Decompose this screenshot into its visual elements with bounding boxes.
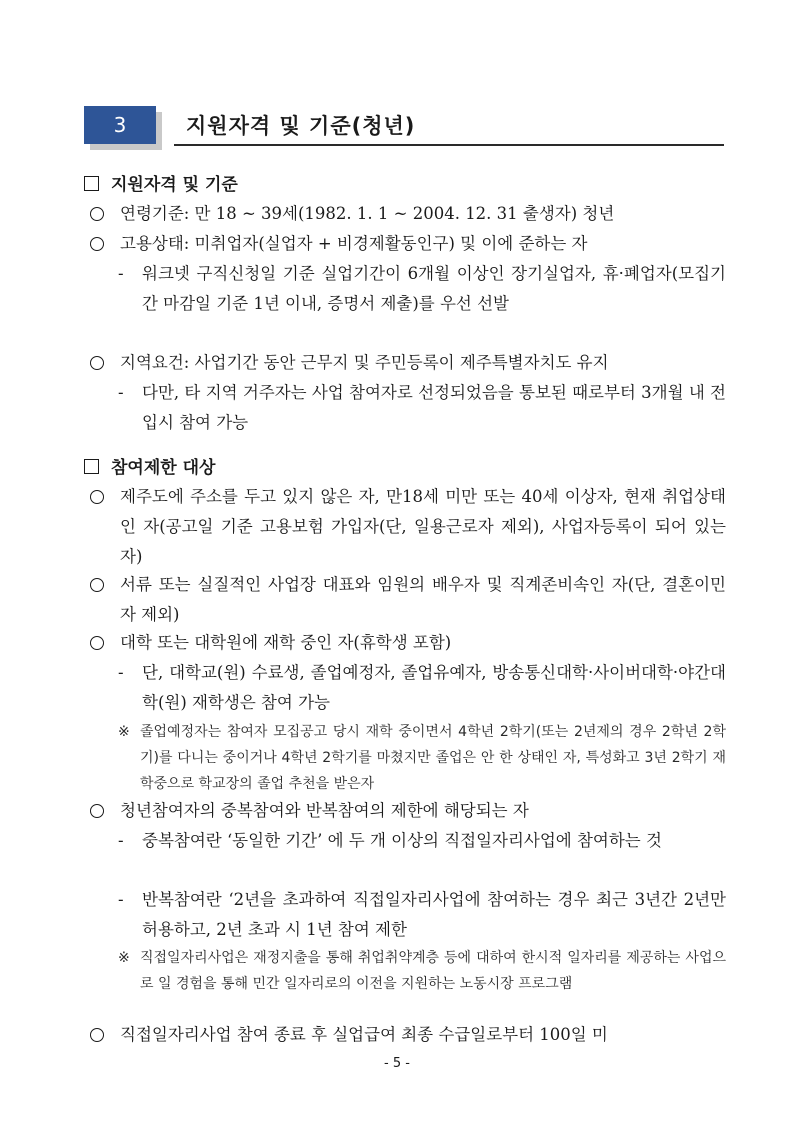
circle-bullet-icon: [90, 804, 104, 818]
restrictions-heading-text: 참여제한 대상: [111, 458, 216, 478]
restriction-3-note: [118, 719, 726, 797]
dash-marker: -: [118, 890, 124, 909]
circle-bullet-icon: [90, 356, 104, 370]
restriction-4-sub-item-2: [118, 885, 726, 945]
circle-bullet-icon: [90, 237, 104, 251]
restrictions-heading: [84, 453, 215, 478]
dash-marker: -: [118, 264, 124, 283]
restriction-3-sub-item: [118, 658, 726, 718]
restriction-4-sub-item-1: [118, 826, 726, 856]
restriction-item-4: [90, 796, 726, 826]
restriction-text-2: 서류 또는 실질적인 사업장 대표와 임원의 배우자 및 직계존비속인 자(단, 결혼이민자 제외): [120, 575, 726, 624]
circle-bullet-icon: [90, 1028, 104, 1042]
restriction-item-2: [90, 570, 726, 630]
restriction-3-note-text: 졸업예정자는 참여자 모집공고 당시 재학 중이면서 4학년 2학기(또는 2년제의 경우 2학년 2학기)를 다니는 중이거나 4학년 2학기를 마쳤지만 졸업은 안 한 상태인 자, 특성화고 3년 2학기 재학중으로 학교장의 졸업 추천을 받은자: [140, 724, 726, 792]
note-marker: ※: [118, 950, 130, 966]
employment-text: 고용상태: 미취업자(실업자 + 비경제활동인구) 및 이에 준하는 자: [120, 234, 588, 253]
age-text: 연령기준: 만 18 ~ 39세(1982. 1. 1 ~ 2004. 12. 31 출생자) 청년: [120, 204, 615, 223]
note-marker: ※: [118, 724, 130, 740]
restriction-item-3: [90, 628, 726, 658]
restriction-4-sub-text-2: 반복참여란 ‘2년을 초과하여 직접일자리사업에 참여하는 경우 최근 3년간 2년만 허용하고, 2년 초과 시 1년 참여 제한: [142, 890, 726, 939]
dash-marker: -: [118, 831, 124, 850]
restriction-3-sub-text: 단, 대학교(원) 수료생, 졸업예정자, 졸업유예자, 방송통신대학·사이버대학·야간대학(원) 재학생은 참여 가능: [142, 663, 726, 712]
qualifications-heading-text: 지원자격 및 기준: [111, 175, 238, 195]
section-header: [84, 106, 724, 146]
dash-marker: -: [118, 663, 124, 682]
list-item-age: [90, 199, 726, 229]
page-number: - 5 -: [384, 1056, 410, 1071]
restriction-text-1: 제주도에 주소를 두고 있지 않은 자, 만18세 미만 또는 40세 이상자, 현재 취업상태인 자(공고일 기준 고용보험 가입자(단, 일용근로자 제외), 사업자등록이 되어 있는 자): [120, 487, 726, 566]
square-bullet-icon: [84, 176, 99, 191]
region-text: 지역요건: 사업기간 동안 근무지 및 주민등록이 제주특별자치도 유지: [120, 353, 609, 372]
dash-marker: -: [118, 383, 124, 402]
restriction-item-1: [90, 482, 726, 572]
circle-bullet-icon: [90, 636, 104, 650]
circle-bullet-icon: [90, 578, 104, 592]
restriction-text-3: 대학 또는 대학원에 재학 중인 자(휴학생 포함): [120, 633, 452, 652]
list-item-employment: [90, 229, 726, 259]
restriction-4-note: [118, 945, 726, 997]
square-bullet-icon: [84, 459, 99, 474]
region-sub-item: [118, 378, 726, 438]
header-divider: [174, 144, 724, 146]
circle-bullet-icon: [90, 490, 104, 504]
restriction-4-note-text: 직접일자리사업은 재정지출을 통해 취업취약계층 등에 대하여 한시적 일자리를 제공하는 사업으로 일 경험을 통해 민간 일자리로의 이전을 지원하는 노동시장 프로그램: [140, 950, 726, 992]
list-item-region: [90, 348, 726, 378]
restriction-item-5: [90, 1020, 726, 1050]
section-title: 지원자격 및 기준(청년): [186, 114, 416, 138]
region-sub-text: 다만, 타 지역 거주자는 사업 참여자로 선정되었음을 통보된 때로부터 3개월 내 전입시 참여 가능: [142, 383, 726, 432]
qualifications-heading: [84, 170, 238, 195]
section-number: 3: [84, 106, 156, 144]
circle-bullet-icon: [90, 207, 104, 221]
restriction-text-4: 청년참여자의 중복참여와 반복참여의 제한에 해당되는 자: [120, 801, 529, 820]
restriction-text-5: 직접일자리사업 참여 종료 후 실업급여 최종 수급일로부터 100일 미: [120, 1025, 608, 1044]
restriction-4-sub-text-1: 중복참여란 ‘동일한 기간’ 에 두 개 이상의 직접일자리사업에 참여하는 것: [142, 831, 662, 850]
employment-sub-text: 워크넷 구직신청일 기준 실업기간이 6개월 이상인 장기실업자, 휴·폐업자(모집기간 마감일 기준 1년 이내, 증명서 제출)를 우선 선발: [142, 264, 726, 313]
employment-sub-item: [118, 259, 726, 319]
